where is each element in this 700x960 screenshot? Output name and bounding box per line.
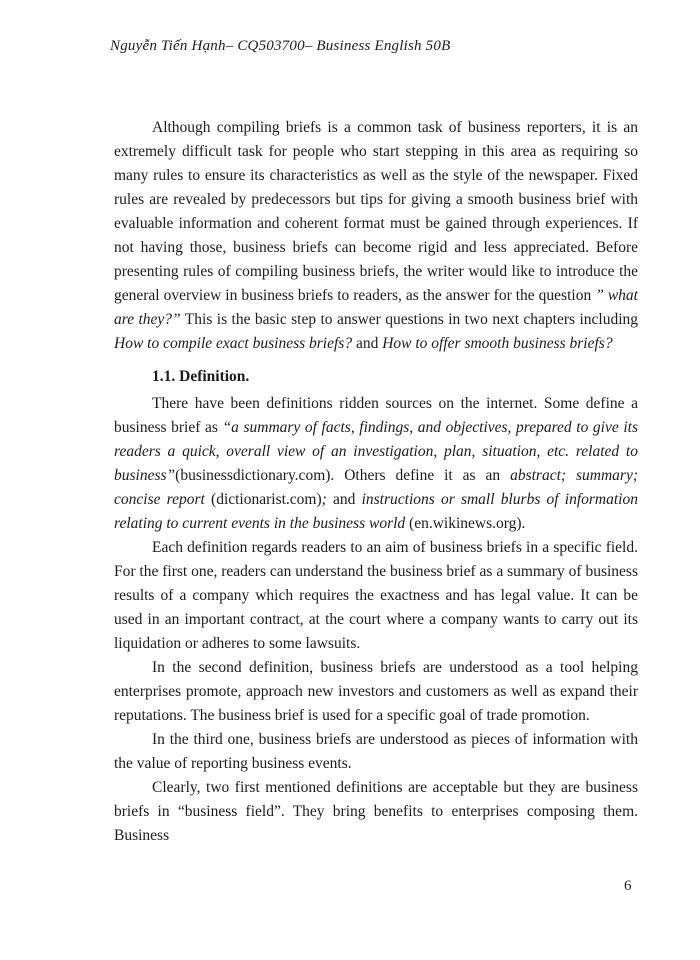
text-run: How to compile exact business briefs? [114,335,353,352]
text-run: “a summary of facts, findings, and objectives, prepared to give its readers a quick, overall view of an investigation, plan, situation, etc. related to business” [114,419,638,484]
text-run: abstract; summary; concise report [114,467,638,508]
text-run: ; [321,491,327,508]
page-number: 6 [624,878,632,894]
document-header: Nguyễn Tiến Hạnh– CQ503700– Business English 50B [110,38,451,54]
paragraph [114,392,638,536]
paragraph [114,116,638,356]
text-run: (dictionarist.com) [211,491,322,508]
paragraph [114,728,638,776]
text-run: There have been definitions ridden sources on the internet. Some define a business brief as [114,395,638,436]
text-run: and [352,335,383,352]
text-run: (businessdictionary.com). Others define it as an [175,467,511,484]
section-heading [114,365,638,389]
text-run: This is the basic step to answer questions in two next chapters including [180,311,638,328]
text-run: How to offer smooth business briefs? [382,335,613,352]
text-run: Clearly, two first mentioned definitions are acceptable but they are business briefs in “business field”. They bring benefits to enterprises composing them. Business [114,779,638,844]
text-run: In the second definition, business briefs are understood as a tool helping enterprises promote, approach new investors and customers as well as expand their reputations. The business brief is used for a specific goal of trade promotion. [114,659,638,724]
paragraph [114,776,638,848]
text-run: In the third one, business briefs are understood as pieces of information with the value of reporting business events. [114,731,638,772]
text-run: instructions or small blurbs of information relating to current events in the business world [114,491,638,532]
text-run: and [326,491,362,508]
text-run: ” what are they?” [114,287,638,328]
paragraph [114,536,638,656]
text-run: 1.1. Definition. [152,368,250,385]
document-body [114,116,638,848]
text-run: Each definition regards readers to an aim of business briefs in a specific field. For the first one, readers can understand the business brief as a summary of business results of a company which requires the exactness and has legal value. It can be used in an important contract, at the court where a company wants to carry out its liquidation or adheres to some lawsuits. [114,539,638,652]
paragraph [114,656,638,728]
text-run: (en.wikinews.org). [409,515,526,532]
text-run: Although compiling briefs is a common task of business reporters, it is an extremely difficult task for people who start stepping in this area as requiring so many rules to ensure its characteristics as well as the style of the newspaper. Fixed rules are revealed by predecessors but tips for giving a smooth business brief with evaluable information and coherent format must be gained through experiences. If not having those, business briefs can become rigid and less appreciated. Before presenting rules of compiling business briefs, the writer would like to introduce the general overview in business briefs to readers, as the answer for the question [114,119,638,304]
